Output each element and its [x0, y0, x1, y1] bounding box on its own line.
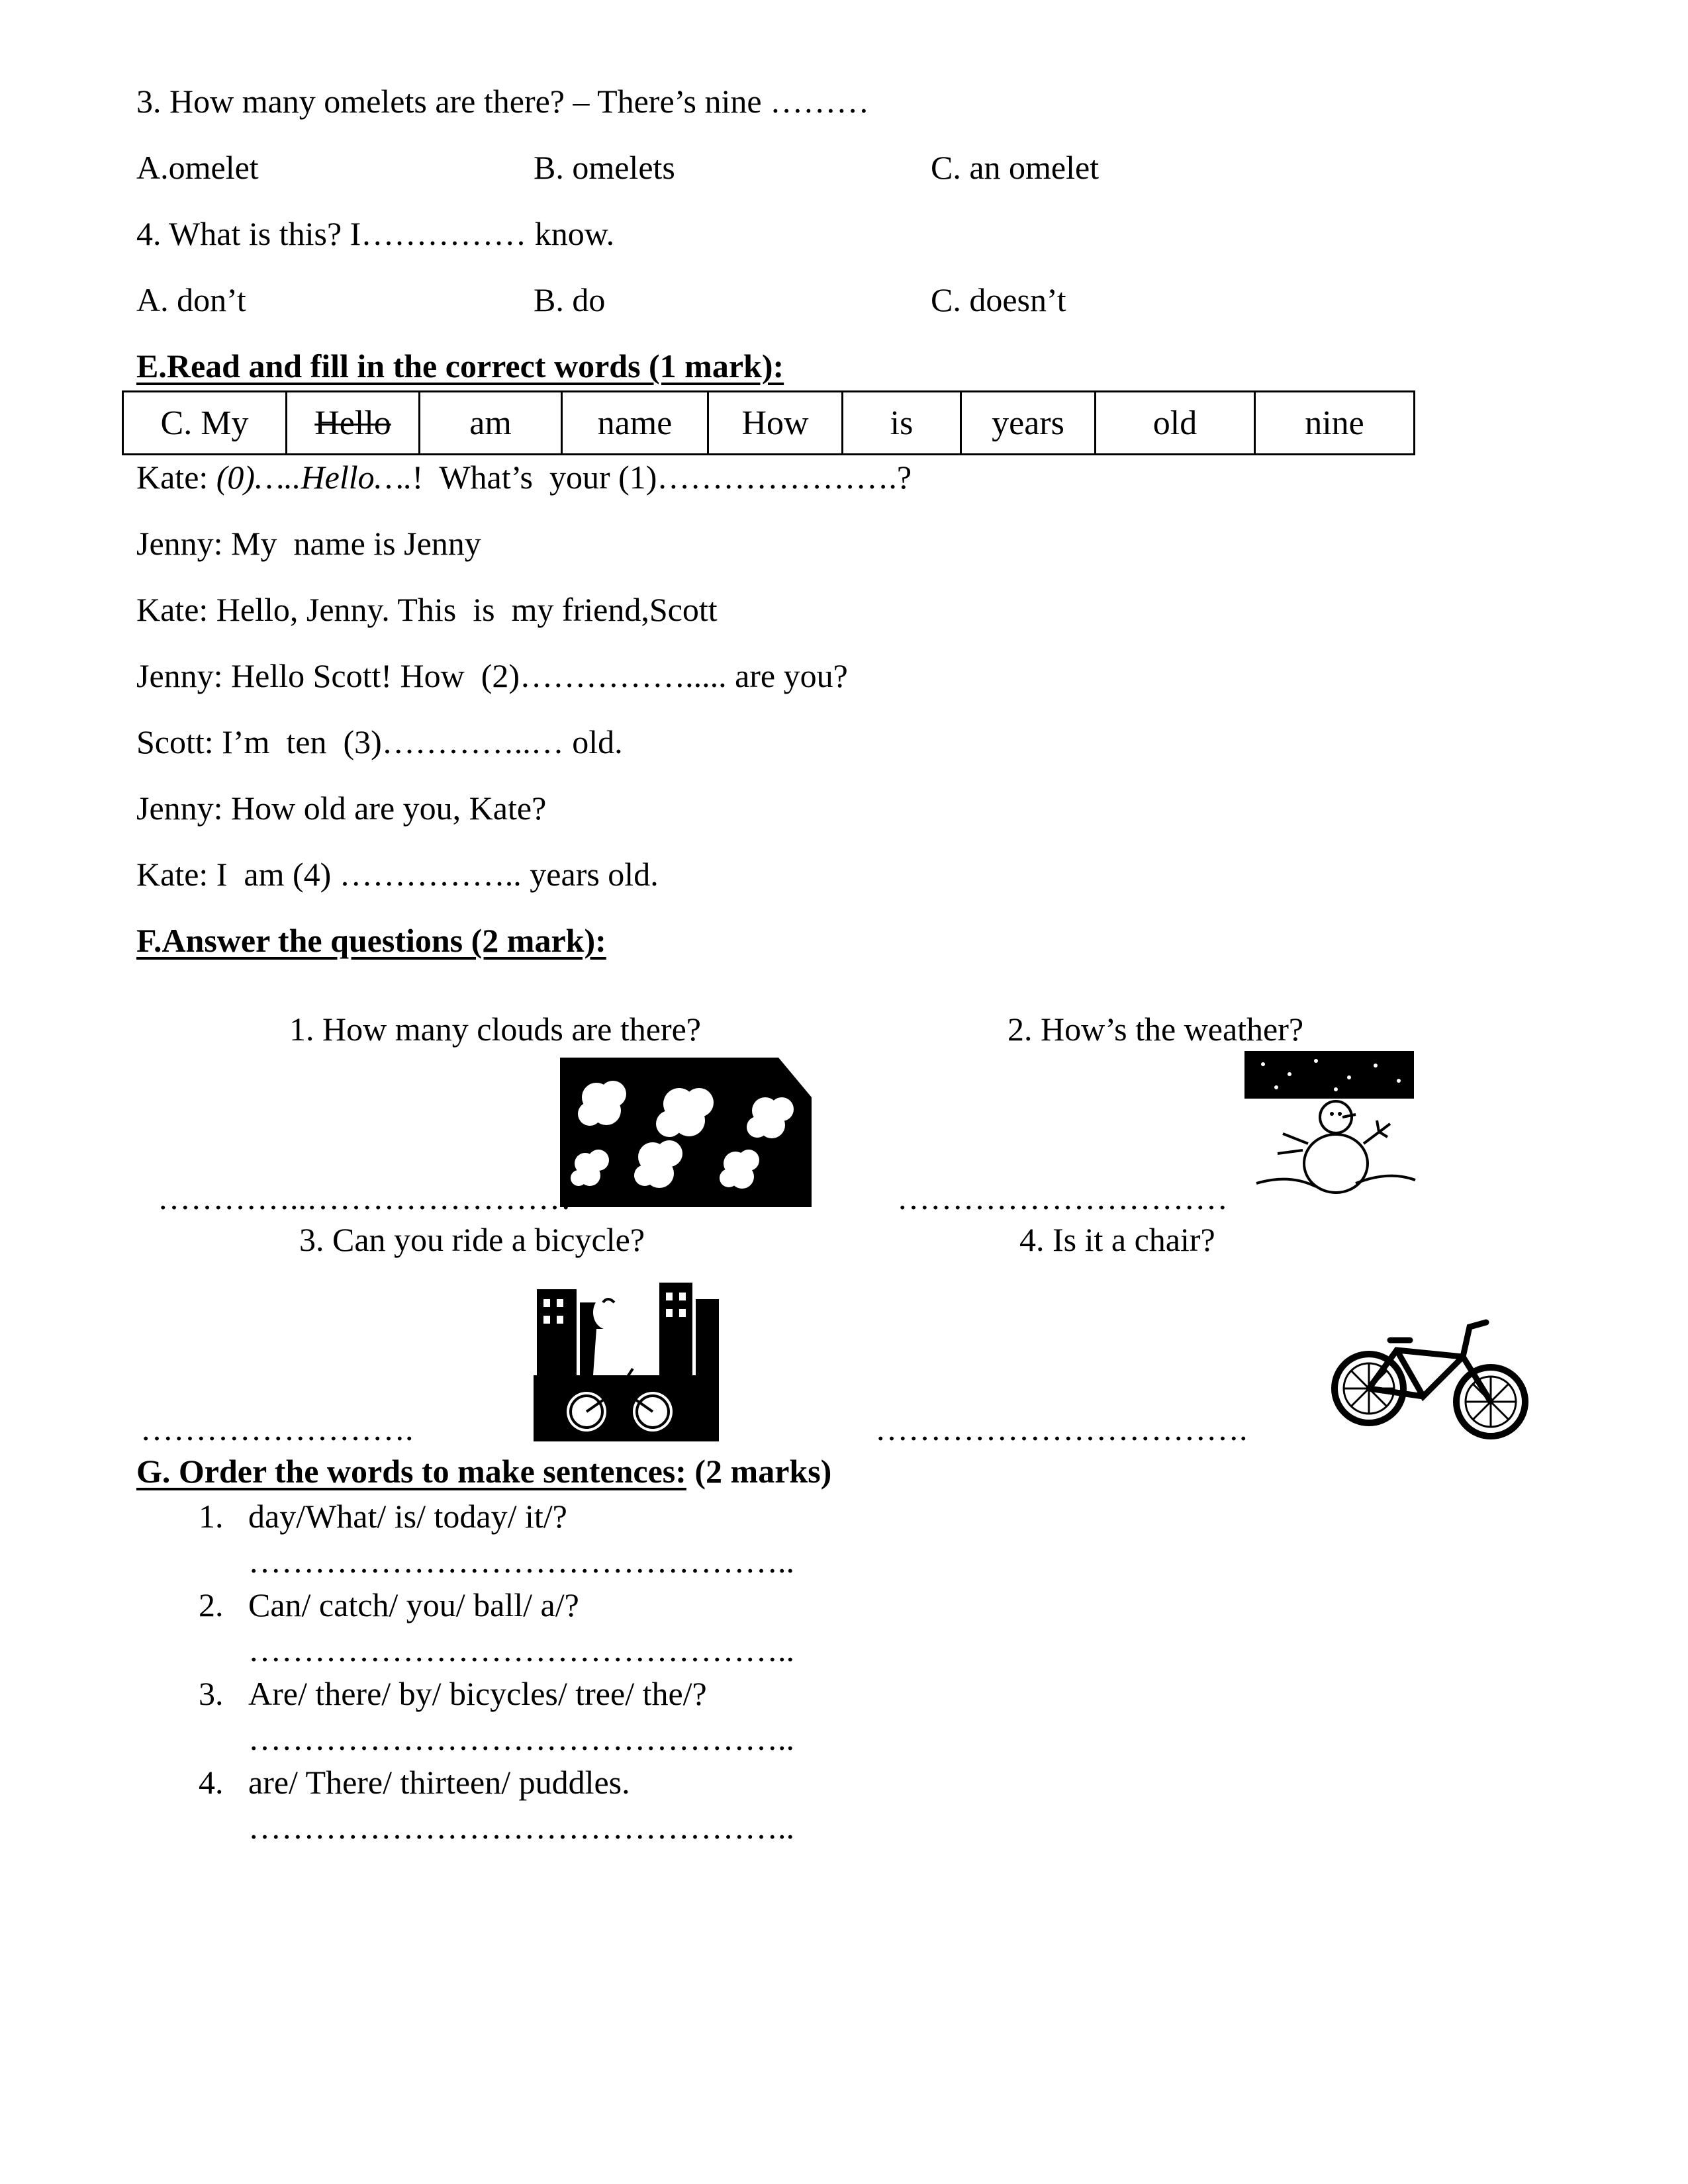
g-item-number-1: 1.	[199, 1498, 224, 1535]
f-answer-2: …………………………	[897, 1179, 1228, 1216]
girl-riding-bicycle-picture	[534, 1276, 719, 1441]
dialogue-line-5: Scott: I’m ten (3)…………..… old.	[136, 723, 623, 760]
section-f-heading: F.Answer the questions (2 mark):	[136, 922, 606, 959]
dialogue-text: ! What’s your (1)………………….?	[412, 459, 912, 496]
example-answer: (0)…..Hello….	[216, 459, 412, 496]
g-item-number-2: 2.	[199, 1586, 224, 1623]
word-box	[122, 390, 1415, 455]
word-cell: nine	[1255, 392, 1415, 455]
g-item-blank-4: …………………………………………..	[248, 1809, 794, 1846]
speaker: Kate:	[136, 459, 216, 496]
g-item-text-1: day/What/ is/ today/ it/?	[248, 1498, 567, 1535]
f-question-1: 1. How many clouds are there?	[289, 1011, 701, 1048]
f-question-2: 2. How’s the weather?	[1008, 1011, 1304, 1048]
snowman-picture	[1237, 1051, 1421, 1201]
section-g-marks: (2 marks)	[686, 1453, 832, 1490]
word-cell: is	[843, 392, 961, 455]
option-3a: A.omelet	[136, 149, 259, 186]
bicycle-picture	[1324, 1310, 1536, 1443]
dialogue-line-4: Jenny: Hello Scott! How (2)……………..... are you?	[136, 657, 848, 694]
word-cell: old	[1096, 392, 1255, 455]
option-4c: C. doesn’t	[931, 281, 1066, 318]
dialogue-line-2: Jenny: My name is Jenny	[136, 525, 481, 562]
word-cell: years	[961, 392, 1096, 455]
section-g-title: G. Order the words to make sentences:	[136, 1453, 686, 1490]
word-cell: How	[708, 392, 843, 455]
g-item-text-3: Are/ there/ by/ bicycles/ tree/ the/?	[248, 1675, 707, 1712]
g-item-number-4: 4.	[199, 1764, 224, 1801]
option-3c: C. an omelet	[931, 149, 1100, 186]
dialogue-line-1	[136, 461, 912, 494]
g-item-text-4: are/ There/ thirteen/ puddles.	[248, 1764, 630, 1801]
dialogue-line-3: Kate: Hello, Jenny. This is my friend,Scott	[136, 591, 718, 628]
f-question-4: 4. Is it a chair?	[1019, 1221, 1215, 1258]
word-cell-example	[287, 392, 420, 455]
option-4b: B. do	[534, 281, 606, 318]
section-e-heading: E.Read and fill in the correct words (1 mark):	[136, 347, 784, 385]
word-cell: C. My	[123, 392, 287, 455]
f-answer-4: …………………………….	[875, 1410, 1248, 1447]
snowman-icon	[1256, 1101, 1415, 1193]
question-4: 4. What is this? I…………… know.	[136, 215, 615, 252]
g-item-blank-2: …………………………………………..	[248, 1631, 794, 1668]
f-question-3: 3. Can you ride a bicycle?	[299, 1221, 645, 1258]
struck-word: Hello	[314, 404, 391, 442]
f-answer-1: …………..……………………	[158, 1179, 571, 1216]
g-item-number-3: 3.	[199, 1675, 224, 1712]
dialogue-line-6: Jenny: How old are you, Kate?	[136, 790, 547, 827]
clouds-picture	[560, 1058, 812, 1207]
section-g-heading	[136, 1455, 831, 1488]
dialogue-line-7: Kate: I am (4) …………….. years old.	[136, 856, 659, 893]
option-3b: B. omelets	[534, 149, 675, 186]
g-item-text-2: Can/ catch/ you/ ball/ a/?	[248, 1586, 579, 1623]
g-item-blank-1: …………………………………………..	[248, 1543, 794, 1580]
g-item-blank-3: …………………………………………..	[248, 1720, 794, 1757]
word-cell: am	[420, 392, 562, 455]
question-3: 3. How many omelets are there? – There’s nine ………	[136, 83, 870, 120]
option-4a: A. don’t	[136, 281, 246, 318]
f-answer-3: …………………….	[140, 1410, 414, 1447]
word-cell: name	[562, 392, 708, 455]
